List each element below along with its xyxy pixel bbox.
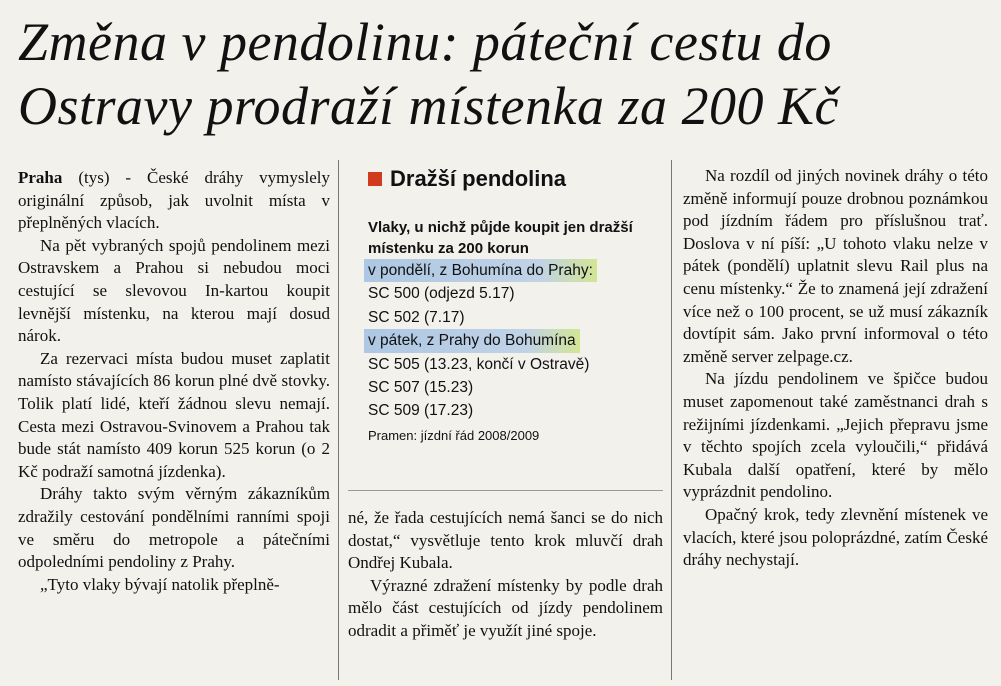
column-rule-left <box>338 160 339 680</box>
headline-line-1: Změna v pendolinu: páteční cestu do <box>18 12 832 72</box>
paragraph: né, že řada cestujících nemá šanci se do nich dostat,“ vysvětluje tento krok mluvčí drah Ondřej Kubala. <box>348 508 663 573</box>
paragraph: Za rezervaci místa budou muset zaplatit namísto stávajících 86 korun plné dvě stovky. Tolik platí lidé, kteří žádnou slevu nemají. Cesta mezi Ostravou-Svinovem a Prahou tak bude stát namísto 409 korun 525 korun (o 2 Kč podraží samotná jízdenka). <box>18 348 330 481</box>
paragraph: Na rozdíl od jiných novinek dráhy o této změně informují pouze drobnou poznámkou pod jízdním řádem pro příslušnou trať. Doslova v ní píší: „U tohoto vlaku nelze v pátek (pondělí) uplatnit slevu Rail plus na cenu místenky.“ Že to znamená její zdražení více než o 100 procent, se už musí zákazník dovtípit sám. Jako první informoval o této změně server zelpage.cz. <box>683 166 988 366</box>
train-item: SC 505 (13.23, končí v Ostravě) <box>368 355 590 373</box>
train-list <box>368 259 659 423</box>
sidebar-title <box>368 165 659 193</box>
paragraph: Na pět vybraných spojů pendolinem mezi Ostravskem a Prahou si nebudou moci cestující se slevovou In-kartou koupit levnější místenku, na kterou mají dosud nárok. <box>18 235 330 346</box>
friday-header: v pátek, z Prahy do Bohumína <box>364 329 580 352</box>
column-rule-right <box>671 160 672 680</box>
headline <box>18 10 988 138</box>
sidebar-box <box>354 165 659 465</box>
train-item: SC 509 (17.23) <box>368 402 474 420</box>
paragraph <box>18 167 330 235</box>
paragraph-text: (tys) - České dráhy vymyslely originální způsob, jak uvolnit místa v přeplněných vlacích. <box>18 168 330 233</box>
sidebar-title-text: Dražší pendolina <box>390 166 567 191</box>
paragraph: Na jízdu pendolinem ve špičce budou muset zapomenout také zaměstnanci drah s režijními jízdenkami. „Jejich přepravu jsme v těchto spojích zcela vyloučili,“ přidává Kubala další opatření, které by mělo vyprázdnit pendolino. <box>683 369 988 502</box>
train-item: SC 502 (7.17) <box>368 308 465 326</box>
red-square-icon <box>368 172 382 186</box>
paragraph: „Tyto vlaky bývají natolik přeplně- <box>40 574 280 594</box>
train-item: SC 507 (15.23) <box>368 379 474 397</box>
sidebar-intro: Vlaky, u nichž půjde koupit jen dražší místenku za 200 korun <box>368 219 633 257</box>
sidebar-divider <box>348 490 663 491</box>
paragraph: Opačný krok, tedy zlevnění místenek ve vlacích, které jsou poloprázdné, zatím České dráhy nechystají. <box>683 504 988 570</box>
train-item: SC 500 (odjezd 5.17) <box>368 285 515 303</box>
article-column-1 <box>18 167 330 596</box>
headline-line-2: Ostravy prodraží místenka za 200 Kč <box>18 76 839 136</box>
paragraph: Výrazné zdražení místenky by podle drah mělo část cestujících od jízdy pendolinem odradit a přiměť je využít jiné spoje. <box>348 575 663 640</box>
paragraph: Dráhy takto svým věrným zákazníkům zdražily cestování pondělními ranními spoji ve směru do metropole a pátečními odpoledními pendoliny z Prahy. <box>18 484 330 572</box>
dateline: Praha <box>18 168 63 187</box>
article-column-3 <box>683 165 988 572</box>
article-column-2 <box>348 507 663 643</box>
monday-header: v pondělí, z Bohumína do Prahy: <box>364 259 597 282</box>
sidebar-source: Pramen: jízdní řád 2008/2009 <box>368 427 540 443</box>
